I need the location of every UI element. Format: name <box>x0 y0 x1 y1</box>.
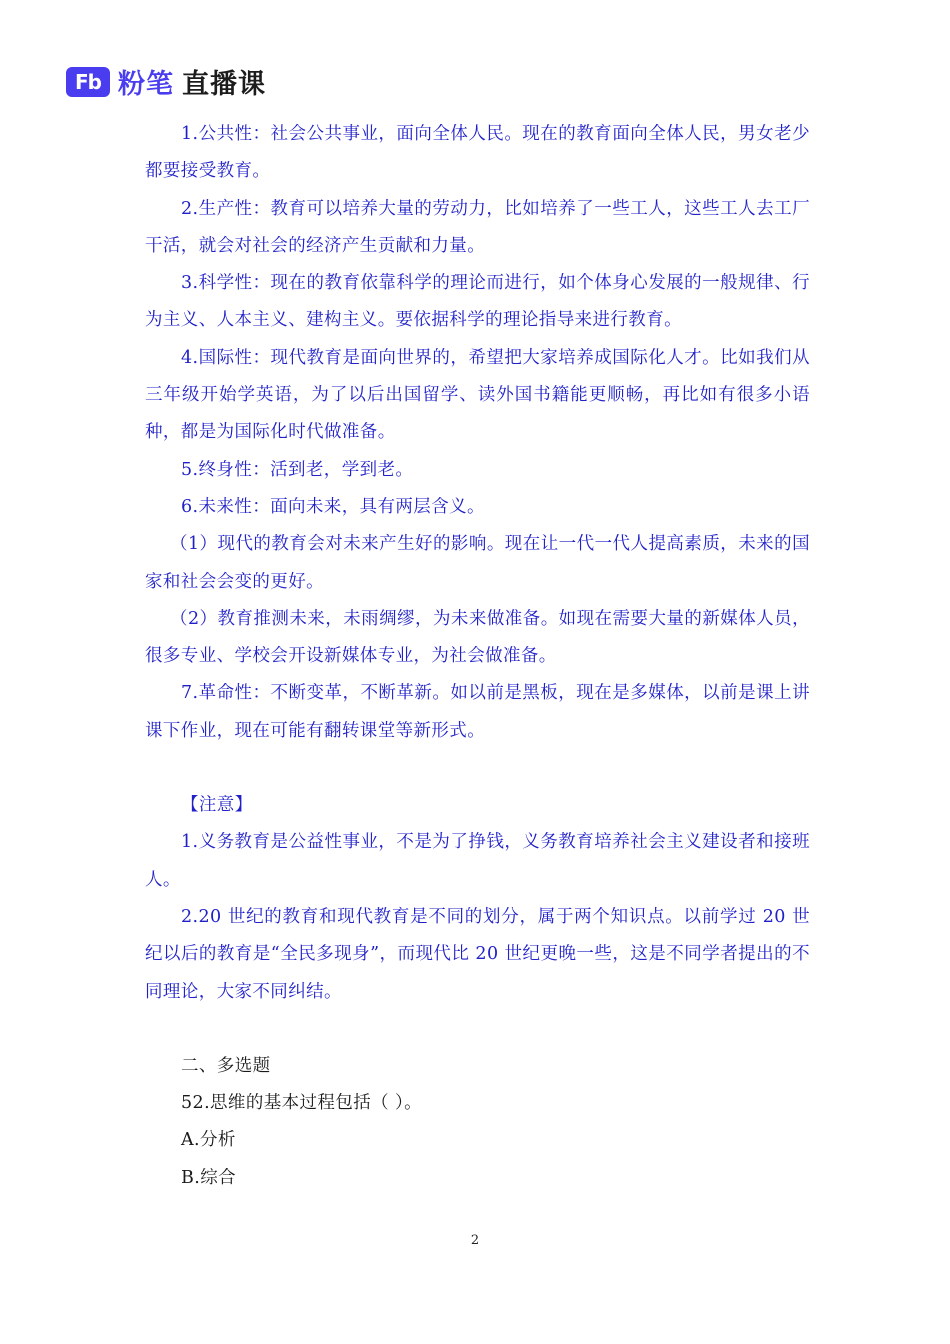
paragraph-public: 1.公共性：社会公共事业，面向全体人民。现在的教育面向全体人民，男女老少都要接受教育。 <box>145 124 810 182</box>
logo-mark: Fb <box>66 67 110 97</box>
section-heading: 二、多选题 <box>181 1055 271 1076</box>
paragraph-productive: 2.生产性：教育可以培养大量的劳动力，比如培养了一些工人，这些工人去工厂干活，就会对社会的经济产生贡献和力量。 <box>145 198 810 256</box>
paragraph-future-2: （2）教育推测未来，未雨绸缪，为未来做准备。如现在需要大量的新媒体人员，很多专业、学校会开设新媒体专业，为社会做准备。 <box>145 608 810 667</box>
paragraph-scientific: 3.科学性：现在的教育依靠科学的理论而进行，如个体身心发展的一般规律、行为主义、人本主义、建构主义。要依据科学的理论指导来进行教育。 <box>145 273 810 331</box>
page-number: 2 <box>470 1233 480 1248</box>
paragraph-international: 4.国际性：现代教育是面向世界的，希望把大家培养成国际化人才。比如我们从三年级开始学英语，为了以后出国留学、读外国书籍能更顺畅，再比如有很多小语种，都是为国际化时代做准备。 <box>145 347 810 443</box>
spacer <box>145 1011 810 1048</box>
note-title: 【注意】 <box>181 795 253 816</box>
logo-suffix-text: 直播课 <box>182 69 266 100</box>
paragraph-future: 6.未来性：面向未来，具有两层含义。 <box>181 496 485 517</box>
logo-brand-text: 粉笔 <box>118 69 174 100</box>
document-body <box>145 116 810 1197</box>
question-text: 52.思维的基本过程包括（ ）。 <box>181 1093 423 1114</box>
brand-logo <box>66 62 266 101</box>
spacer <box>145 750 810 787</box>
note-item-1: 1.义务教育是公益性事业，不是为了挣钱，义务教育培养社会主义建设者和接班人。 <box>145 832 810 890</box>
paragraph-future-1: （1）现代的教育会对未来产生好的影响。现在让一代一代人提高素质，未来的国家和社会会变的更好。 <box>145 534 810 592</box>
paragraph-revolutionary: 7.革命性：不断变革，不断革新。如以前是黑板，现在是多媒体，以前是课上讲课下作业，现在可能有翻转课堂等新形式。 <box>145 683 810 741</box>
paragraph-lifelong: 5.终身性：活到老，学到老。 <box>181 459 414 480</box>
option-b: B.综合 <box>181 1167 237 1188</box>
option-a: A.分析 <box>181 1130 236 1151</box>
note-item-2: 2.20 世纪的教育和现代教育是不同的划分，属于两个知识点。以前学过 20 世纪以后的教育是“全民多现身”，而现代比 20 世纪更晚一些，这是不同学者提出的不同理论，大家不同纠结。 <box>145 906 810 1002</box>
